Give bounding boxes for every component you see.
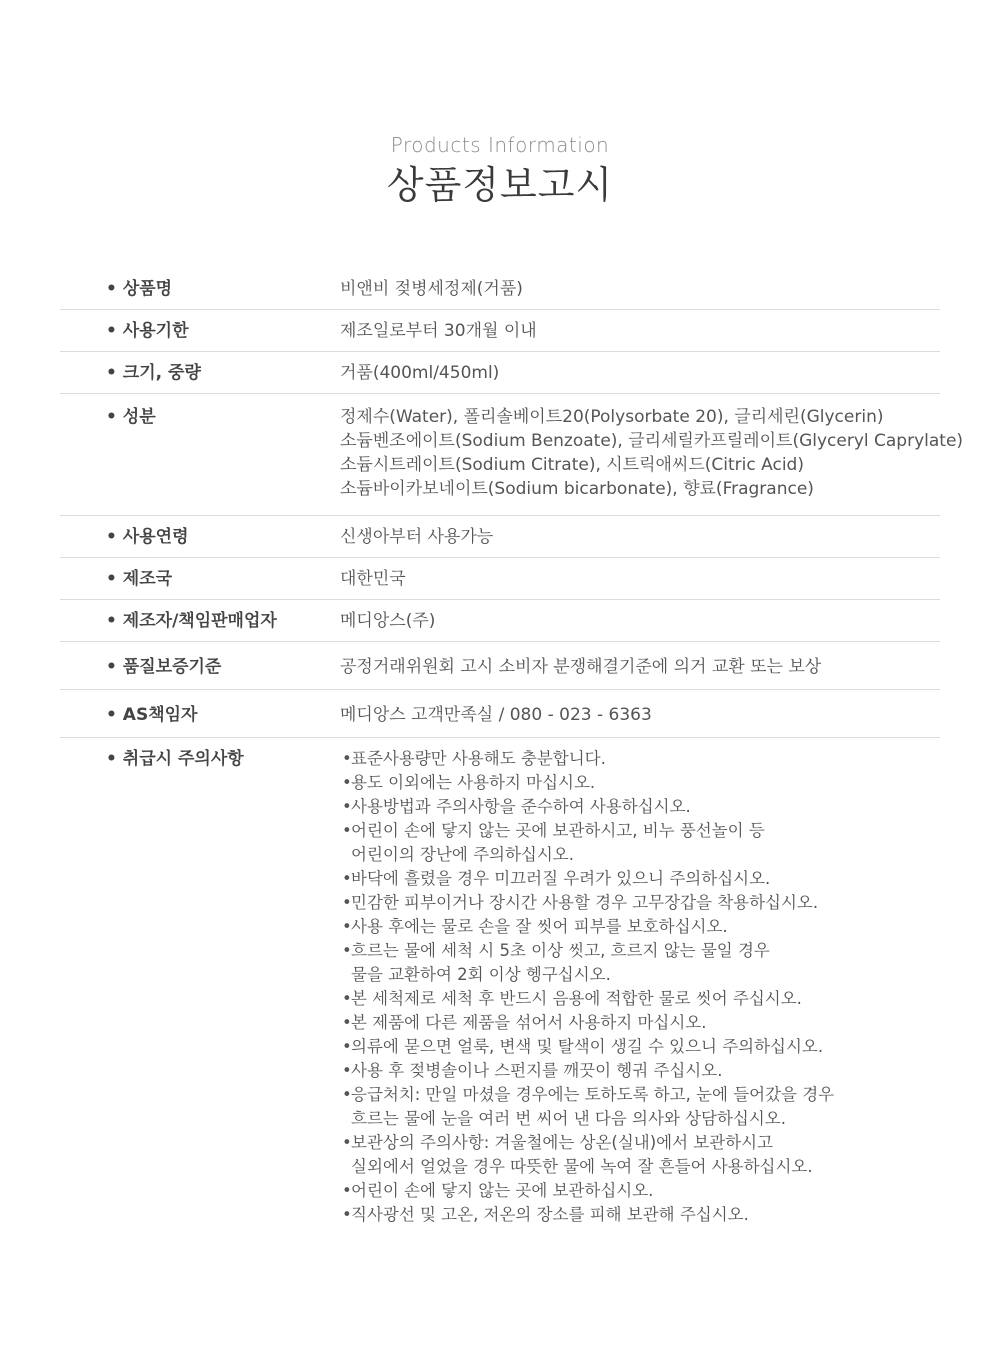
caution-item — [340, 867, 940, 891]
caution-item — [340, 891, 940, 915]
caution-item — [340, 987, 940, 1011]
row-label: • AS책임자 — [60, 703, 340, 737]
row-value — [340, 319, 940, 351]
caution-item — [340, 1011, 940, 1035]
caution-text: 바닥에 흘렸을 경우 미끄러질 우려가 있으니 주의하십시오. — [351, 869, 771, 888]
caution-text: 응급처치: 만일 마셨을 경우에는 토하도록 하고, 눈에 들어갔을 경우 — [351, 1085, 835, 1104]
caution-text: 본 세척제로 세척 후 반드시 음용에 적합한 물로 씻어 주십시오. — [351, 989, 802, 1008]
caution-item — [340, 1035, 940, 1059]
value-line: 비앤비 젖병세정제(거품) — [340, 279, 523, 299]
caution-text: 실외에서 얼었을 경우 따뜻한 물에 녹여 잘 흔들어 사용하십시오. — [351, 1157, 813, 1176]
row-value — [340, 405, 963, 515]
product-info-table — [60, 268, 964, 1227]
info-row-age — [60, 516, 940, 558]
bullet: • — [342, 1013, 352, 1032]
caution-item — [340, 1131, 940, 1179]
caution-text: 보관상의 주의사항: 겨울철에는 상온(실내)에서 보관하시고 — [351, 1133, 773, 1152]
row-value — [340, 567, 940, 599]
row-value — [340, 609, 940, 641]
row-value — [340, 525, 940, 557]
row-label: • 품질보증기준 — [60, 655, 340, 689]
caution-item — [340, 1083, 940, 1131]
value-line: 신생아부터 사용가능 — [340, 527, 494, 547]
page-subtitle: Products Information — [390, 133, 610, 157]
value-line: 메디앙스 고객만족실 / 080 - 023 - 6363 — [340, 705, 652, 725]
bullet: • — [342, 1085, 352, 1104]
value-line: 공정거래위원회 고시 소비자 분쟁해결기준에 의거 교환 또는 보상 — [340, 657, 822, 677]
caution-text: 어린이 손에 닿지 않는 곳에 보관하십시오. — [351, 1181, 654, 1200]
row-value — [340, 747, 940, 1227]
caution-text: 사용 후에는 물로 손을 잘 씻어 피부를 보호하십시오. — [351, 917, 728, 936]
info-row-product-name — [60, 268, 940, 310]
caution-item — [340, 1203, 940, 1227]
value-line: 정제수(Water), 폴리솔베이트20(Polysorbate 20), 글리세린(Glycerin) — [340, 407, 884, 427]
info-row-manufacturer — [60, 600, 940, 642]
bullet: • — [342, 1205, 352, 1224]
info-row-as-contact — [60, 690, 940, 738]
bullet: • — [342, 1037, 352, 1056]
caution-item — [340, 771, 940, 795]
caution-text: 용도 이외에는 사용하지 마십시오. — [351, 773, 596, 792]
bullet: • — [342, 773, 352, 792]
caution-text: 직사광선 및 고온, 저온의 장소를 피해 보관해 주십시오. — [351, 1205, 749, 1224]
row-label: • 제조자/책임판매업자 — [60, 609, 340, 641]
bullet: • — [342, 869, 352, 888]
caution-text: 흐르는 물에 세척 시 5초 이상 씻고, 흐르지 않는 물일 경우 — [351, 941, 770, 960]
caution-item — [340, 939, 940, 987]
caution-text: 민감한 피부이거나 장시간 사용할 경우 고무장갑을 착용하십시오. — [351, 893, 819, 912]
caution-text: 표준사용량만 사용해도 충분합니다. — [351, 749, 606, 768]
row-label: • 취급시 주의사항 — [60, 747, 340, 1227]
caution-text: 본 제품에 다른 제품을 섞어서 사용하지 마십시오. — [351, 1013, 707, 1032]
caution-item — [340, 795, 940, 819]
info-row-size-weight — [60, 352, 940, 394]
row-label: • 사용기한 — [60, 319, 340, 351]
bullet: • — [342, 917, 352, 936]
row-value — [340, 703, 940, 737]
info-row-cautions — [60, 738, 940, 1227]
caution-text: 물을 교환하여 2회 이상 헹구십시오. — [351, 965, 611, 984]
caution-item — [340, 747, 940, 771]
info-row-quality-standard — [60, 642, 940, 690]
caution-item — [340, 1059, 940, 1083]
bullet: • — [342, 1181, 352, 1200]
bullet: • — [342, 941, 352, 960]
bullet: • — [342, 1061, 352, 1080]
caution-text: 사용 후 젖병솔이나 스펀지를 깨끗이 헹궈 주십시오. — [351, 1061, 723, 1080]
info-row-country — [60, 558, 940, 600]
row-label: • 크기, 중량 — [60, 361, 340, 393]
bullet: • — [342, 749, 352, 768]
value-line: 소듐바이카보네이트(Sodium bicarbonate), 향료(Fragrance) — [340, 479, 814, 499]
bullet: • — [342, 1133, 352, 1152]
info-row-ingredients — [60, 394, 964, 516]
row-label: • 사용연령 — [60, 525, 340, 557]
info-row-expiry — [60, 310, 940, 352]
row-label: • 제조국 — [60, 567, 340, 599]
bullet: • — [342, 797, 352, 816]
caution-item — [340, 915, 940, 939]
caution-text: 어린이 손에 닿지 않는 곳에 보관하시고, 비누 풍선놀이 등 — [351, 821, 765, 840]
value-line: 대한민국 — [340, 569, 406, 589]
row-value — [340, 277, 940, 309]
value-line: 거품(400ml/450ml) — [340, 363, 500, 383]
bullet: • — [342, 989, 352, 1008]
caution-list — [340, 747, 940, 1227]
caution-text: 사용방법과 주의사항을 준수하여 사용하십시오. — [351, 797, 691, 816]
page-title: 상품정보고시 — [386, 163, 614, 207]
caution-item — [340, 819, 940, 867]
row-value — [340, 655, 940, 689]
value-line: 소듐시트레이트(Sodium Citrate), 시트릭애씨드(Citric Acid) — [340, 455, 804, 475]
bullet: • — [342, 821, 352, 840]
bullet: • — [342, 893, 352, 912]
caution-text: 의류에 묻으면 얼룩, 변색 및 탈색이 생길 수 있으니 주의하십시오. — [351, 1037, 824, 1056]
row-label: • 성분 — [60, 405, 340, 515]
value-line: 소듐벤조에이트(Sodium Benzoate), 글리세릴카프릴레이트(Glyceryl Caprylate) — [340, 431, 964, 451]
row-label: • 상품명 — [60, 277, 340, 309]
page-header — [0, 132, 1000, 210]
row-value — [340, 361, 940, 393]
value-line: 메디앙스(주) — [340, 611, 436, 631]
value-line: 제조일로부터 30개월 이내 — [340, 321, 537, 341]
caution-text: 흐르는 물에 눈을 여러 번 씨어 낸 다음 의사와 상담하십시오. — [351, 1109, 786, 1128]
caution-text: 어린이의 장난에 주의하십시오. — [351, 845, 574, 864]
caution-item — [340, 1179, 940, 1203]
